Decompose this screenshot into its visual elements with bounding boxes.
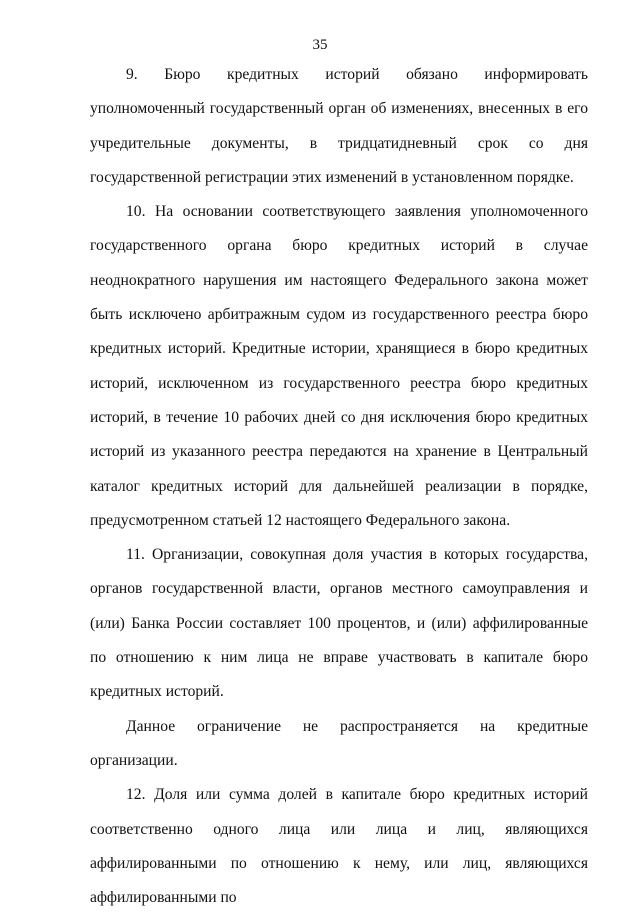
paragraph-10: 10. На основании соответствующего заявления уполномоченного государственного органа бюро кредитных историй в случае неоднократного нарушения им настоящего Федерального закона может быть исключено арбитражным судом из государственного реестра бюро кредитных историй. Кредитные истории, хранящиеся в бюро кредитных историй, исключенном из государственного реестра бюро кредитных историй, в течение 10 рабочих дней со дня исключения бюро кредитных историй из указанного реестра передаются на хранение в Центральный каталог кредитных историй для дальнейшей реализации в порядке, предусмотренном статьей 12 настоящего Федерального закона. — [90, 203, 588, 529]
paragraph-11-note: Данное ограничение не распространяется на кредитные организации. — [90, 717, 588, 769]
paragraph-12: 12. Доля или сумма долей в капитале бюро кредитных историй соответственно одного лица или лица и лиц, являющихся аффилированными по отношению к нему, или лиц, являющихся аффилированными по — [90, 786, 588, 907]
page-number: 35 — [312, 37, 328, 53]
document-body — [90, 58, 588, 915]
paragraph-11: 11. Организации, совокупная доля участия в которых государства, органов государственной власти, органов местного самоуправления и (или) Банка России составляет 100 процентов, и (или) аффилированные по отношению к ним лица не вправе участвовать в капитале бюро кредитных историй. — [90, 546, 588, 701]
paragraph-9: 9. Бюро кредитных историй обязано информировать уполномоченный государственный орган об изменениях, внесенных в его учредительные документы, в тридцатидневный срок со дня государственной регистрации этих изменений в установленном порядке. — [90, 66, 588, 186]
